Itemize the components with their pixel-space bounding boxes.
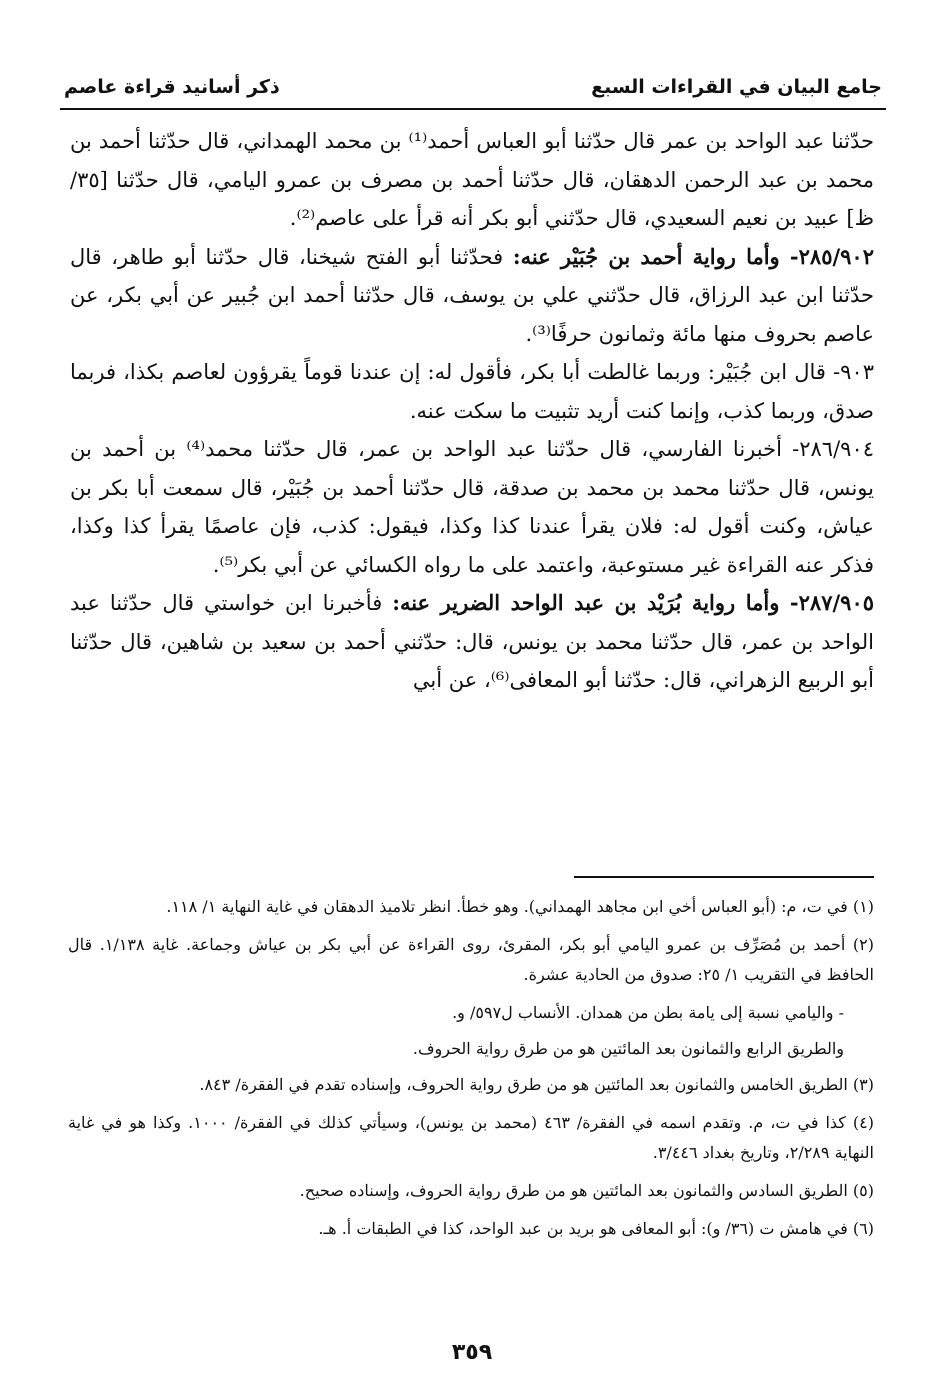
footnote: (٦) في هامش ت (٣٦/ و): أبو المعافى هو بريد بن عبد الواحد، كذا في الطبقات أ. هـ. bbox=[318, 1219, 874, 1238]
paragraph: ٩٠٣- قال ابن جُبَيْر: وربما غالطت أبا بكر، فأقول له: إن عندنا قوماً يقرؤون لعاصم بكذا، فربما صدق، وربما كذب، وإنما كنت أريد تثبيت ما سكت عنه. bbox=[70, 360, 874, 423]
page-number: ٣٥٩ bbox=[451, 1340, 493, 1365]
running-header bbox=[60, 68, 886, 110]
footnote-continuation: والطريق الرابع والثمانون بعد المائتين هو من طرق رواية الحروف. bbox=[412, 1039, 844, 1058]
footnote: (٤) كذا في ت، م. وتقدم اسمه في الفقرة/ ٤٦٣ (محمد بن يونس)، وسيأتي كذلك في الفقرة/ ١٠٠٠. وكذا هو في غاية النهاية ٢/٢٨٩، وتاريخ بغداد ٣/٤٤٦. bbox=[68, 1113, 875, 1162]
riwaya-heading: ٢٨٥/٩٠٢- وأما رواية أحمد بن جُبَيْر عنه: bbox=[512, 243, 874, 269]
footnote: (٥) الطريق السادس والثمانون بعد المائتين هو من طرق رواية الحروف، وإسناده صحيح. bbox=[299, 1181, 874, 1200]
footnotes bbox=[68, 892, 874, 1252]
paragraph: ٢٨٥/٩٠٢- وأما رواية أحمد بن جُبَيْر عنه: فحدّثنا أبو الفتح شيخنا، قال حدّثنا أبو طاهر، قال حدّثنا ابن عبد الرزاق، قال حدّثني علي بن يوسف، قال حدّثنا أحمد ابن جُبير عن أبي بكر، عن عاصم بحروف منها مائة وثمانون حرفًا⁽³⁾. bbox=[70, 243, 874, 346]
footnote-continuation: - واليامي نسبة إلى يامة بطن من همدان. الأنساب ل٥٩٧/ و. bbox=[452, 1003, 844, 1022]
riwaya-heading: ٢٨٧/٩٠٥- وأما رواية بُرَيْد بن عبد الواحد الضرير عنه: bbox=[392, 590, 875, 615]
paragraph: حدّثنا عبد الواحد بن عمر قال حدّثنا أبو العباس أحمد⁽¹⁾ بن محمد الهمداني، قال حدّثنا أحمد بن محمد بن عبد الرحمن الدهقان، قال حدّثنا أحمد بن مصرف بن عمرو اليامي، قال حدّثنا [٣٥/ظ] عبيد بن نعيم السعيدي، قال حدّثني أبو بكر أنه قرأ على عاصم⁽²⁾. bbox=[70, 129, 874, 230]
paragraph: ٢٨٧/٩٠٥- وأما رواية بُرَيْد بن عبد الواحد الضرير عنه: فأخبرنا ابن خواستي قال حدّثنا عبد الواحد بن عمر، قال حدّثنا محمد بن يونس، قال: حدّثني أحمد بن سعيد بن شاهين، قال حدّثنا أبو الربيع الزهراني، قال: حدّثنا أبو المعافى⁽⁶⁾، عن أبي bbox=[70, 590, 875, 692]
footnote-separator bbox=[574, 876, 874, 878]
main-text bbox=[70, 122, 874, 700]
section-title: ذكر أسانيد قراءة عاصم bbox=[64, 76, 280, 98]
footnote: (٢) أحمد بن مُصَرِّف بن عمرو اليامي أبو بكر، المقرئ، روى القراءة عن أبي بكر بن عياش وجماعة. غاية ١/١٣٨. قال الحافظ في التقريب ١/ ٢٥: صدوق من الحادية عشرة. bbox=[68, 935, 874, 984]
book-title: جامع البيان في القراءات السبع bbox=[591, 76, 882, 98]
paragraph: ٢٨٦/٩٠٤- أخبرنا الفارسي، قال حدّثنا عبد الواحد بن عمر، قال حدّثنا محمد⁽⁴⁾ بن أحمد بن يونس، قال حدّثنا محمد بن محمد بن صدقة، قال حدّثنا أحمد بن جُبَيْر، قال سمعت أبا بكر بن عياش، وكنت أقول له: فلان يقرأ عندنا كذا وكذا، فيقول: كذب، فإن عاصمًا يقرأ كذا وكذا، فذكر عنه القراءة غير مستوعبة، واعتمد على ما رواه الكسائي عن أبي بكر⁽⁵⁾. bbox=[70, 437, 875, 577]
footnote: (٣) الطريق الخامس والثمانون بعد المائتين هو من طرق رواية الحروف، وإسناده تقدم في الفقرة/ ٨٤٣. bbox=[199, 1075, 874, 1094]
footnote: (١) في ت، م: (أبو العباس أخي ابن مجاهد الهمداني). وهو خطأ. انظر تلاميذ الدهقان في غاية النهاية ١/ ١١٨. bbox=[166, 897, 874, 916]
